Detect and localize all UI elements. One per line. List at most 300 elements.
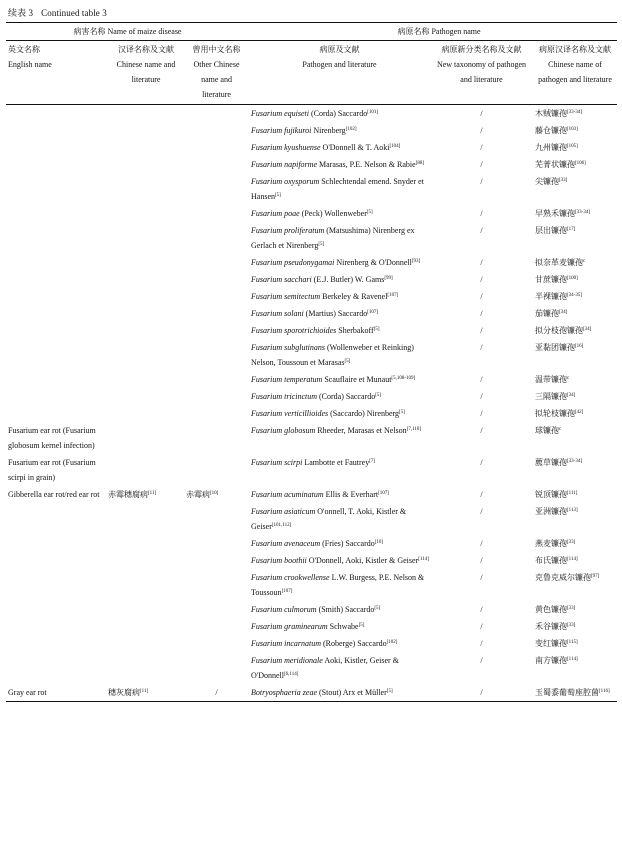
- pathogen-chinese-name: 尖镰孢: [535, 177, 559, 186]
- pathogen-chinese-name: 拟轮枝镰孢: [535, 409, 575, 418]
- pathogen-chinese-name: 甘蔗镰孢: [535, 275, 567, 284]
- table-row: [6, 339, 617, 371]
- new-taxonomy-cell: [430, 371, 531, 388]
- pathogen-chinese-cell: [531, 339, 617, 371]
- pathogen-cell: [247, 222, 430, 254]
- pathogen-ref: [5]: [344, 359, 351, 364]
- pathogen-species: Fusarium scirpi: [251, 458, 303, 467]
- new-taxonomy-cell: [430, 503, 531, 535]
- pathogen-ref: [101]: [367, 110, 379, 115]
- pathogen-cell: [247, 205, 430, 222]
- pathogen-species: Fusarium semitectum: [251, 292, 321, 301]
- disease-english-cell: [6, 454, 106, 486]
- pathogen-chinese-cell: [531, 156, 617, 173]
- pathogen-chinese-name: 温带镰孢: [535, 375, 567, 384]
- disease-english-name: Gray ear rot: [8, 688, 47, 697]
- pathogen-chinese-cell: [531, 569, 617, 601]
- pathogen-ref: [107]: [387, 293, 399, 298]
- disease-chinese-cell: [106, 371, 184, 388]
- table-row: [6, 156, 617, 173]
- pathogen-chinese-name: 玉蜀黍葡萄座腔菌: [535, 688, 599, 697]
- pathogen-chinese-name: 南方镰孢: [535, 656, 567, 665]
- pathogen-chinese-ref: [103]: [567, 127, 578, 132]
- disease-chinese-cell: [106, 156, 184, 173]
- pathogen-species: Fusarium napiforme: [251, 160, 317, 169]
- col-new-taxonomy: 病原新分类名称及文献 New taxonomy of pathogen and literature: [436, 45, 527, 84]
- new-taxonomy-value: /: [480, 160, 483, 169]
- disease-chinese-ref: [11]: [140, 689, 149, 694]
- disease-chinese-cell: [106, 535, 184, 552]
- pathogen-ref: [5]: [275, 193, 281, 198]
- disease-chinese-cell: [106, 271, 184, 288]
- other-chinese-cell: [184, 454, 247, 486]
- table-caption: [8, 6, 115, 19]
- new-taxonomy-cell: [430, 156, 531, 173]
- pathogen-chinese-ref: [97]: [591, 574, 600, 579]
- table-row: [6, 371, 617, 388]
- table-row: [6, 205, 617, 222]
- pathogen-species: Botryosphaeria zeae: [251, 688, 317, 697]
- pathogen-chinese-ref: [34-35]: [567, 293, 582, 298]
- pathogen-ref: [88]: [415, 161, 424, 166]
- new-taxonomy-value: /: [480, 292, 483, 301]
- pathogen-chinese-ref: [106]: [575, 161, 586, 166]
- col-pathogen-chinese: 病原汉译名称及文献 Chinese name of pathogen and literature: [538, 45, 612, 84]
- pathogen-species: Fusarium pseudonygamai: [251, 258, 335, 267]
- pathogen-species: Fusarium acuminatum: [251, 490, 324, 499]
- new-taxonomy-cell: [430, 388, 531, 405]
- pathogen-chinese-name: 九州镰孢: [535, 143, 567, 152]
- new-taxonomy-cell: [430, 288, 531, 305]
- new-taxonomy-cell: [430, 271, 531, 288]
- disease-english-cell: [6, 156, 106, 173]
- pathogen-ref: [102]: [386, 640, 398, 645]
- pathogen-authority: Schwabe: [327, 622, 359, 631]
- pathogen-cell: [247, 271, 430, 288]
- pathogen-chinese-cell: [531, 271, 617, 288]
- new-taxonomy-value: /: [480, 126, 483, 135]
- pathogen-authority: O'onnell, T. Aoki, Kistler & Geiser: [251, 507, 407, 531]
- disease-english-cell: [6, 535, 106, 552]
- other-chinese-name: /: [215, 688, 218, 697]
- pathogen-species: Fusarium avenaceum: [251, 539, 321, 548]
- pathogen-species: Fusarium incarnatum: [251, 639, 321, 648]
- pathogen-ref: [5]: [374, 606, 381, 611]
- pathogen-ref: [99]: [384, 276, 393, 281]
- pathogen-chinese-ref: [33]: [567, 540, 576, 545]
- pathogen-chinese-ref: [16]: [575, 344, 584, 349]
- disease-english-cell: [6, 222, 106, 254]
- disease-english-cell: [6, 254, 106, 271]
- new-taxonomy-cell: [430, 635, 531, 652]
- pathogen-chinese-name: 层出镰孢: [535, 226, 567, 235]
- pathogen-cell: [247, 552, 430, 569]
- other-chinese-cell: [184, 254, 247, 271]
- pathogen-cell: [247, 454, 430, 486]
- pathogen-chinese-cell: [531, 405, 617, 422]
- pathogen-chinese-cell: [531, 535, 617, 552]
- pathogen-ref: [5]: [373, 327, 380, 332]
- pathogen-cell: [247, 139, 430, 156]
- table-row: [6, 405, 617, 422]
- other-chinese-cell: [184, 288, 247, 305]
- other-chinese-name: 赤霉病: [186, 490, 210, 499]
- table-row: [6, 322, 617, 339]
- new-taxonomy-cell: [430, 173, 531, 205]
- pathogen-chinese-name: 克鲁克威尔镰孢: [535, 573, 591, 582]
- pathogen-cell: [247, 305, 430, 322]
- pathogen-authority: L.W. Burgess, P.E. Nelson & Toussoun: [251, 573, 425, 597]
- pathogen-chinese-ref: c: [583, 259, 586, 264]
- new-taxonomy-value: /: [480, 556, 483, 565]
- pathogen-species: Fusarium verticillioides: [251, 409, 329, 418]
- new-taxonomy-value: /: [480, 688, 483, 697]
- disease-chinese-cell: [106, 105, 184, 123]
- pathogen-chinese-name: 亚洲镰孢: [535, 507, 567, 516]
- pathogen-ref: [5]: [358, 623, 365, 628]
- pathogen-species: Fusarium fujikuroi: [251, 126, 312, 135]
- pathogen-ref: [5]: [375, 393, 382, 398]
- new-taxonomy-value: /: [480, 258, 483, 267]
- table-row: [6, 422, 617, 454]
- pathogen-cell: [247, 684, 430, 702]
- pathogen-ref: [5]: [386, 689, 393, 694]
- pathogen-species: Fusarium globosum: [251, 426, 316, 435]
- pathogen-species: Fusarium oxysporum: [251, 177, 320, 186]
- table-row: [6, 139, 617, 156]
- new-taxonomy-cell: [430, 205, 531, 222]
- disease-group-header: 病害名称 Name of maize disease: [6, 23, 247, 41]
- new-taxonomy-value: /: [480, 143, 483, 152]
- pathogen-chinese-cell: [531, 422, 617, 454]
- pathogen-chinese-name: 三隔镰孢: [535, 392, 567, 401]
- pathogen-chinese-ref: [105]: [567, 144, 578, 149]
- pathogen-chinese-ref: [33]: [567, 606, 576, 611]
- disease-chinese-cell: [106, 569, 184, 601]
- new-taxonomy-cell: [430, 254, 531, 271]
- pathogen-chinese-name: 燕麦镰孢: [535, 539, 567, 548]
- new-taxonomy-cell: [430, 569, 531, 601]
- pathogen-authority: Nirenberg & O'Donnell: [334, 258, 412, 267]
- disease-english-cell: [6, 105, 106, 123]
- pathogen-cell: [247, 122, 430, 139]
- pathogen-chinese-cell: [531, 122, 617, 139]
- other-chinese-cell: [184, 271, 247, 288]
- pathogen-authority: (Matsushima) Nirenberg ex Gerlach et Nirenberg: [251, 226, 415, 250]
- disease-chinese-name: 穗灰腐病: [108, 688, 140, 697]
- pathogen-species: Fusarium poae: [251, 209, 300, 218]
- new-taxonomy-cell: [430, 601, 531, 618]
- new-taxonomy-value: /: [480, 622, 483, 631]
- disease-chinese-cell: [106, 122, 184, 139]
- pathogen-cell: [247, 486, 430, 503]
- other-chinese-cell: [184, 422, 247, 454]
- disease-english-cell: [6, 173, 106, 205]
- pathogen-chinese-ref: [114]: [567, 557, 578, 562]
- pathogen-species: Fusarium equiseti: [251, 109, 309, 118]
- table-row: [6, 173, 617, 205]
- disease-chinese-cell: [106, 305, 184, 322]
- pathogen-ref: [5]: [318, 242, 325, 247]
- pathogen-ref: [10]: [374, 540, 384, 545]
- disease-english-cell: [6, 339, 106, 371]
- disease-english-cell: [6, 322, 106, 339]
- pathogen-ref: [5]: [399, 410, 405, 415]
- pathogen-cell: [247, 156, 430, 173]
- pathogen-chinese-cell: [531, 601, 617, 618]
- pathogen-chinese-name: 木贼镰孢: [535, 109, 567, 118]
- other-chinese-cell: [184, 122, 247, 139]
- new-taxonomy-cell: [430, 486, 531, 503]
- pathogen-ref: [107]: [378, 491, 389, 496]
- disease-english-cell: [6, 618, 106, 635]
- col-other-chinese-name: 曾用中文名称 Other Chinese name and literature: [192, 45, 241, 99]
- pathogen-chinese-name: 锐顶镰孢: [535, 490, 567, 499]
- new-taxonomy-value: /: [480, 109, 483, 118]
- pathogen-cell: [247, 388, 430, 405]
- pathogen-authority: Scauflaire et Munaut: [322, 375, 392, 384]
- new-taxonomy-value: /: [480, 539, 483, 548]
- pathogen-species: Fusarium proliferatum: [251, 226, 325, 235]
- pathogen-chinese-name: 藤仓镰孢: [535, 126, 567, 135]
- pathogen-chinese-ref: [114]: [567, 657, 578, 662]
- pathogen-authority: (Stout) Arx et Müller: [317, 688, 387, 697]
- pathogen-ref: [107]: [367, 310, 379, 315]
- pathogen-species: Fusarium sacchari: [251, 275, 312, 284]
- disease-chinese-cell: [106, 652, 184, 684]
- new-taxonomy-value: /: [480, 458, 483, 467]
- pathogen-authority: Nirenberg: [311, 126, 346, 135]
- other-chinese-cell: [184, 535, 247, 552]
- disease-chinese-cell: [106, 222, 184, 254]
- table-row: [6, 222, 617, 254]
- new-taxonomy-value: /: [480, 507, 483, 516]
- new-taxonomy-value: /: [480, 209, 483, 218]
- pathogen-ref: [7]: [369, 459, 376, 464]
- pathogen-chinese-ref: [34]: [567, 393, 576, 398]
- disease-chinese-cell: [106, 635, 184, 652]
- disease-chinese-cell: [106, 288, 184, 305]
- disease-english-cell: [6, 486, 106, 503]
- disease-english-cell: [6, 288, 106, 305]
- table-row: [6, 254, 617, 271]
- pathogen-ref: [5]: [366, 210, 373, 215]
- pathogen-chinese-ref: [33-34]: [575, 210, 590, 215]
- new-taxonomy-cell: [430, 422, 531, 454]
- pathogen-cell: [247, 105, 430, 123]
- pathogen-chinese-cell: [531, 105, 617, 123]
- disease-english-cell: [6, 305, 106, 322]
- disease-chinese-cell: [106, 422, 184, 454]
- other-chinese-cell: [184, 503, 247, 535]
- pathogen-cell: [247, 601, 430, 618]
- pathogen-chinese-name: 亚黏团镰孢: [535, 343, 575, 352]
- disease-chinese-cell: [106, 388, 184, 405]
- pathogen-chinese-cell: [531, 635, 617, 652]
- table-row: [6, 503, 617, 535]
- disease-english-cell: [6, 122, 106, 139]
- pathogen-species: Fusarium subglutinans: [251, 343, 326, 352]
- table-row: [6, 454, 617, 486]
- pathogen-chinese-name: 半裸镰孢: [535, 292, 567, 301]
- disease-english-cell: [6, 552, 106, 569]
- pathogen-chinese-cell: [531, 454, 617, 486]
- pathogen-cell: [247, 405, 430, 422]
- col-english-name: 英文名称 English name: [8, 45, 52, 69]
- pathogen-cell: [247, 569, 430, 601]
- pathogen-species: Fusarium sporotrichioides: [251, 326, 337, 335]
- caption-en: Continued table 3: [41, 8, 107, 18]
- table-row: [6, 288, 617, 305]
- pathogen-group-header: 病原名称 Pathogen name: [247, 23, 617, 41]
- pathogen-authority: (Wollenweber et Reinking) Nelson, Toussoun et Marasas: [251, 343, 414, 367]
- other-chinese-cell: [184, 405, 247, 422]
- pathogen-authority: (Corda) Saccardo: [309, 109, 368, 118]
- pathogen-chinese-name: 禾谷镰孢: [535, 622, 567, 631]
- pathogen-authority: (Corda) Saccardo: [317, 392, 376, 401]
- disease-chinese-cell: [106, 486, 184, 503]
- new-taxonomy-value: /: [480, 409, 483, 418]
- pathogen-species: Fusarium kyushuense: [251, 143, 321, 152]
- pathogen-authority: Lambotte et Fautrey: [302, 458, 370, 467]
- new-taxonomy-cell: [430, 305, 531, 322]
- disease-chinese-cell: [106, 684, 184, 702]
- pathogen-authority: (Martius) Saccardo: [303, 309, 368, 318]
- pathogen-authority: (Roberge) Saccardo: [321, 639, 387, 648]
- table-row: [6, 122, 617, 139]
- pathogen-chinese-cell: [531, 552, 617, 569]
- disease-english-cell: [6, 503, 106, 535]
- new-taxonomy-value: /: [480, 226, 483, 235]
- pathogen-chinese-ref: c: [567, 376, 570, 381]
- pathogen-chinese-ref: [116]: [599, 689, 610, 694]
- pathogen-cell: [247, 635, 430, 652]
- new-taxonomy-cell: [430, 684, 531, 702]
- pathogen-chinese-ref: c: [559, 427, 562, 432]
- table-row: [6, 601, 617, 618]
- other-chinese-cell: [184, 684, 247, 702]
- other-chinese-cell: [184, 635, 247, 652]
- pathogen-chinese-ref: [113]: [567, 508, 578, 513]
- disease-chinese-cell: [106, 322, 184, 339]
- other-chinese-cell: [184, 156, 247, 173]
- disease-english-cell: [6, 635, 106, 652]
- pathogen-cell: [247, 288, 430, 305]
- pathogen-cell: [247, 254, 430, 271]
- pathogen-species: Fusarium graminearum: [251, 622, 328, 631]
- table-row: [6, 271, 617, 288]
- pathogen-species: Fusarium asiaticum: [251, 507, 316, 516]
- new-taxonomy-cell: [430, 652, 531, 684]
- pathogen-chinese-cell: [531, 205, 617, 222]
- pathogen-chinese-ref: [17]: [567, 227, 576, 232]
- new-taxonomy-value: /: [480, 375, 483, 384]
- pathogen-cell: [247, 652, 430, 684]
- new-taxonomy-value: /: [480, 392, 483, 401]
- pathogen-species: Fusarium crookwellense: [251, 573, 330, 582]
- pathogen-chinese-cell: [531, 139, 617, 156]
- table-row: [6, 305, 617, 322]
- pathogen-authority: Marasas, P.E. Nelson & Rabie: [317, 160, 416, 169]
- pathogen-cell: [247, 535, 430, 552]
- disease-chinese-cell: [106, 503, 184, 535]
- other-chinese-cell: [184, 305, 247, 322]
- new-taxonomy-value: /: [480, 343, 483, 352]
- pathogen-authority: (Fries) Saccardo: [320, 539, 375, 548]
- pathogen-chinese-name: 变红镰孢: [535, 639, 567, 648]
- pathogen-ref: [104]: [389, 144, 401, 149]
- new-taxonomy-value: /: [480, 177, 483, 186]
- table-row: [6, 569, 617, 601]
- other-chinese-cell: [184, 371, 247, 388]
- disease-chinese-cell: [106, 254, 184, 271]
- disease-english-cell: [6, 684, 106, 702]
- table-row: [6, 486, 617, 503]
- other-chinese-cell: [184, 339, 247, 371]
- table-row: [6, 552, 617, 569]
- pathogen-chinese-cell: [531, 388, 617, 405]
- disease-chinese-cell: [106, 618, 184, 635]
- pathogen-authority: Ellis & Everhart: [323, 490, 379, 499]
- disease-english-cell: [6, 271, 106, 288]
- new-taxonomy-cell: [430, 405, 531, 422]
- pathogen-chinese-cell: [531, 305, 617, 322]
- pathogen-species: Fusarium boothii: [251, 556, 307, 565]
- pathogen-chinese-ref: [111]: [567, 491, 578, 496]
- other-chinese-cell: [184, 486, 247, 503]
- other-chinese-cell: [184, 388, 247, 405]
- pathogen-chinese-ref: [33-34]: [567, 110, 582, 115]
- disease-english-cell: [6, 601, 106, 618]
- table-row: [6, 684, 617, 702]
- disease-english-cell: [6, 388, 106, 405]
- caption-cn: 续表 3: [8, 8, 34, 18]
- pathogen-authority: Schlechtendal emend. Snyder et Hansen: [251, 177, 424, 201]
- new-taxonomy-cell: [430, 105, 531, 123]
- pathogen-chinese-ref: [34]: [559, 310, 568, 315]
- pathogen-authority: O'Donnell, Aoki, Kistler & Geiser: [306, 556, 419, 565]
- pathogen-chinese-cell: [531, 503, 617, 535]
- pathogen-chinese-name: 布氏镰孢: [535, 556, 567, 565]
- pathogen-species: Fusarium culmorum: [251, 605, 317, 614]
- pathogen-chinese-name: 芜菁状镰孢: [535, 160, 575, 169]
- pathogen-chinese-ref: [42]: [575, 410, 584, 415]
- new-taxonomy-value: /: [480, 490, 483, 499]
- pathogen-chinese-name: 藨草镰孢: [535, 458, 567, 467]
- table-row: [6, 388, 617, 405]
- pathogen-ref: [93]: [411, 259, 421, 264]
- disease-chinese-cell: [106, 405, 184, 422]
- pathogen-ref: [101,112]: [271, 523, 292, 528]
- new-taxonomy-cell: [430, 122, 531, 139]
- pathogen-ref: [102]: [345, 127, 357, 132]
- pathogen-chinese-cell: [531, 371, 617, 388]
- pathogen-ref: [5,108-109]: [391, 376, 416, 381]
- disease-chinese-ref: [11]: [148, 491, 157, 496]
- other-chinese-cell: [184, 205, 247, 222]
- disease-chinese-cell: [106, 454, 184, 486]
- pathogen-cell: [247, 422, 430, 454]
- disease-english-cell: [6, 422, 106, 454]
- pathogen-authority: (Smith) Saccardo: [316, 605, 375, 614]
- pathogen-species: Fusarium tricinctum: [251, 392, 317, 401]
- pathogen-chinese-ref: [100]: [567, 276, 578, 281]
- new-taxonomy-value: /: [480, 426, 483, 435]
- new-taxonomy-value: /: [480, 573, 483, 582]
- disease-english-cell: [6, 371, 106, 388]
- pathogen-cell: [247, 339, 430, 371]
- other-chinese-ref: [10]: [210, 491, 219, 496]
